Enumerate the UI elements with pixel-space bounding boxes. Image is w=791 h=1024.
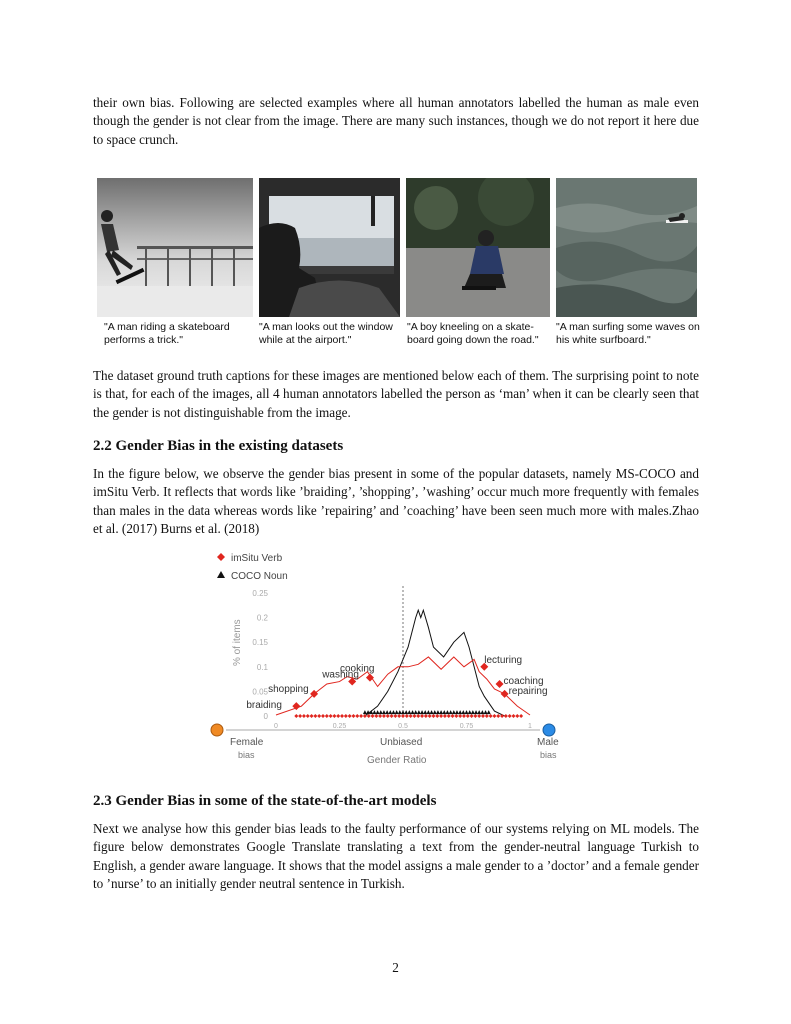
photo-skate-road <box>406 178 550 317</box>
female-bias-marker <box>211 724 223 736</box>
page-number: 2 <box>392 960 399 975</box>
photo-airport-window <box>259 178 400 317</box>
section-2-2-heading: 2.2 Gender Bias in the existing datasets <box>93 438 344 454</box>
section-2-3-heading: 2.3 Gender Bias in some of the state-of-the-art models <box>93 793 437 809</box>
y-tick-label: 0.2 <box>256 613 268 623</box>
male-bias-marker <box>543 724 555 736</box>
section-2-2-paragraph: In the figure below, we observe the gender bias present in some of the popular datasets, namely MS-COCO and imSitu Verb. It reflects that words like ’braiding’, ’shopping’, ’washing’ occur much more frequently with females than males in the data whereas words like ’repairing’ and ’coaching’ have been seen much more with males.Zhao et al. (2017) Burns et al. (2018) <box>93 466 699 537</box>
annotation-repairing: repairing <box>508 685 548 697</box>
x-tick-label: 0.5 <box>398 723 408 730</box>
photo-surfer <box>556 178 697 317</box>
intro-paragraph: their own bias. Following are selected examples where all human annotators labelled the human as male even though the gender is not clear from the image. There are many such instances, though we do not report it here due to space crunch. <box>93 95 699 147</box>
legend-label-imsitu: imSitu Verb <box>231 553 283 564</box>
gender-bias-chart <box>210 548 580 766</box>
section-2-3-paragraph: Next we analyse how this gender bias leads to the faulty performance of our systems relying on ML models. The figure below demonstrates Google Translate translating a text from the gender-neutral language Turkish to English, a gender aware language. It shows that the model assigns a male gender to a ’doctor’ and a female gender to ’nurse’ to an initially gender neutral sentence in Turkish. <box>93 821 699 892</box>
male-bias-label: bias <box>540 750 557 760</box>
annotation-coaching: coaching <box>503 676 544 688</box>
caption-airport: "A man looks out the window while at the airport." <box>259 321 393 346</box>
x-tick-label: 0 <box>274 723 278 730</box>
annotation-washing: washing <box>322 669 359 681</box>
caption-skate-road: "A boy kneeling on a skate-board going down the road." <box>407 321 539 346</box>
female-label: Female <box>230 737 264 748</box>
y-axis-label: % of items <box>232 619 243 666</box>
annotation-lecturing: lecturing <box>484 654 523 666</box>
photo-skateboarder <box>97 178 253 317</box>
y-tick-label: 0.25 <box>252 589 268 598</box>
annotation-braiding: braiding <box>246 700 282 712</box>
y-tick-label: 0.15 <box>252 638 268 648</box>
caption-skateboard: "A man riding a skateboard performs a trick." <box>104 321 230 346</box>
x-tick-label: 1 <box>528 723 532 730</box>
captions-paragraph: The dataset ground truth captions for these images are mentioned below each of them. The surprising point to note is that, for each of the images, all 4 human annotators labelled the person as ‘man’ when it can be clearly seen that the gender is not distinguishable from the image. <box>93 368 699 420</box>
y-tick-label: 0 <box>263 712 268 721</box>
y-tick-label: 0.1 <box>256 662 268 672</box>
annotation-shopping: shopping <box>268 683 309 695</box>
annotation-cooking: cooking <box>339 663 375 675</box>
female-bias-label: bias <box>238 750 255 760</box>
male-label: Male <box>537 737 559 748</box>
x-tick-label: 0.75 <box>459 723 474 730</box>
unbiased-label: Unbiased <box>380 737 423 748</box>
x-axis-label: Gender Ratio <box>367 755 427 766</box>
caption-surfer: "A man surfing some waves on his white surfboard." <box>556 321 700 346</box>
legend-label-coco: COCO Noun <box>231 571 288 582</box>
y-tick-label: 0.05 <box>252 687 268 697</box>
x-tick-label: 0.25 <box>332 723 347 730</box>
